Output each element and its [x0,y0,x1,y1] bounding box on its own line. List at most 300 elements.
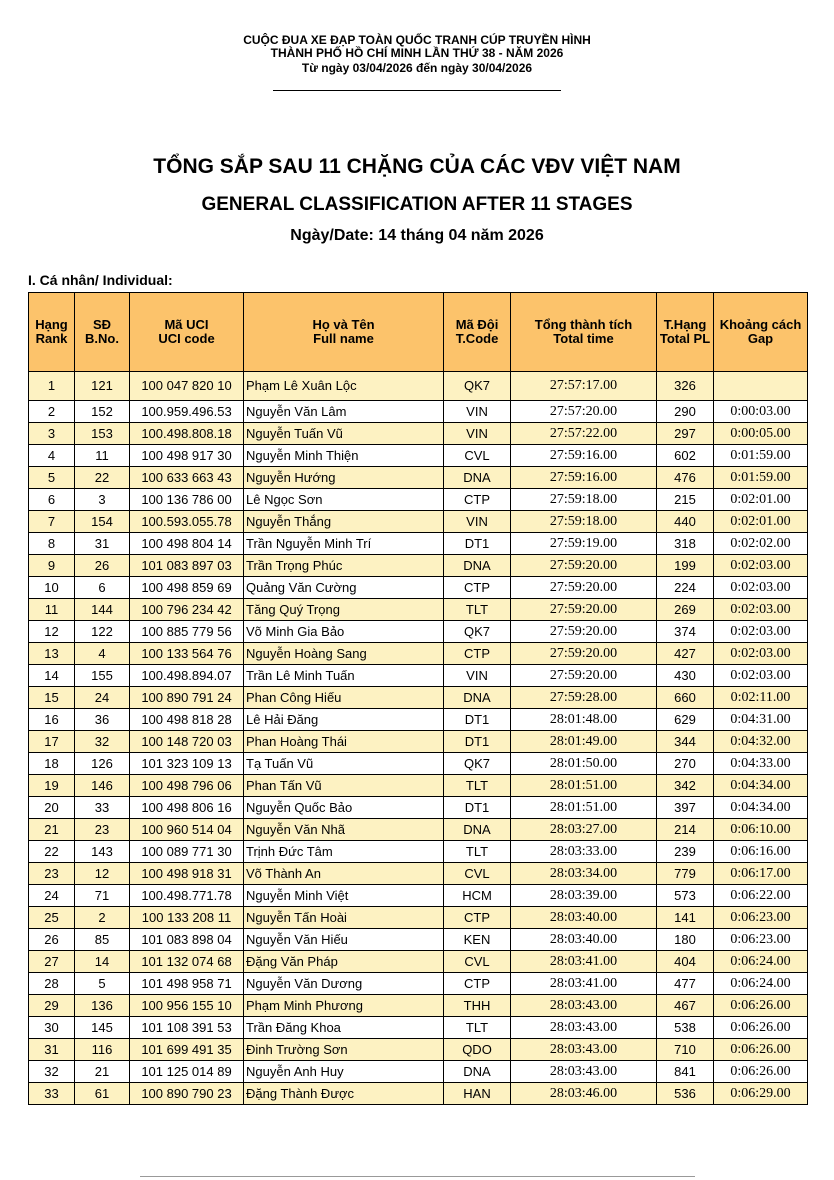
table-row [29,951,808,973]
bib-cell: 144 [75,599,130,621]
rank-cell: 12 [29,621,75,643]
bib-cell: 116 [75,1039,130,1061]
gap-cell: 0:02:03.00 [714,599,808,621]
rank-cell: 18 [29,753,75,775]
gap-cell: 0:04:34.00 [714,775,808,797]
uci-code-cell: 100 148 720 03 [130,731,244,753]
bib-cell: 5 [75,973,130,995]
rank-cell: 16 [29,709,75,731]
col-header-team-code: Mã Đội T.Code [444,293,511,372]
rider-name-cell: Tạ Tuấn Vũ [244,753,444,775]
bib-cell: 23 [75,819,130,841]
table-row [29,709,808,731]
rank-cell: 6 [29,489,75,511]
total-pl-cell: 374 [657,621,714,643]
col-header-rank: Hạng Rank [29,293,75,372]
table-row [29,841,808,863]
total-time-cell: 27:59:20.00 [511,665,657,687]
race-title-line-2: THÀNH PHỐ HỒ CHÍ MINH LẦN THỨ 38 - NĂM 2026 [270,46,564,60]
total-pl-cell: 290 [657,401,714,423]
bib-cell: 122 [75,621,130,643]
total-time-cell: 27:59:16.00 [511,445,657,467]
total-pl-cell: 467 [657,995,714,1017]
gap-cell: 0:06:17.00 [714,863,808,885]
rider-name-cell: Nguyễn Văn Lâm [244,401,444,423]
uci-code-cell: 100.498.894.07 [130,665,244,687]
team-code-cell: QK7 [444,753,511,775]
gap-cell [714,372,808,401]
total-time-cell: 28:03:39.00 [511,885,657,907]
total-pl-cell: 397 [657,797,714,819]
table-row [29,863,808,885]
table-row [29,907,808,929]
rider-name-cell: Nguyễn Thắng [244,511,444,533]
gap-cell: 0:01:59.00 [714,445,808,467]
total-time-cell: 27:59:19.00 [511,533,657,555]
uci-code-cell: 100.593.055.78 [130,511,244,533]
rider-name-cell: Nguyễn Tấn Hoài [244,907,444,929]
total-pl-cell: 269 [657,599,714,621]
total-time-cell: 28:01:50.00 [511,753,657,775]
total-pl-cell: 710 [657,1039,714,1061]
rider-name-cell: Đinh Trường Sơn [244,1039,444,1061]
total-pl-cell: 224 [657,577,714,599]
table-row [29,445,808,467]
uci-code-cell: 100 498 859 69 [130,577,244,599]
rider-name-cell: Lê Hải Đăng [244,709,444,731]
total-time-cell: 27:59:20.00 [511,621,657,643]
bib-cell: 26 [75,555,130,577]
total-time-cell: 28:03:43.00 [511,995,657,1017]
bib-cell: 33 [75,797,130,819]
team-code-cell: DNA [444,1061,511,1083]
bib-cell: 12 [75,863,130,885]
uci-code-cell: 101 125 014 89 [130,1061,244,1083]
rank-cell: 24 [29,885,75,907]
bib-cell: 154 [75,511,130,533]
rider-name-cell: Nguyễn Tuấn Vũ [244,423,444,445]
total-pl-cell: 199 [657,555,714,577]
rider-name-cell: Nguyễn Minh Việt [244,885,444,907]
table-row [29,555,808,577]
gap-cell: 0:06:26.00 [714,1017,808,1039]
rider-name-cell: Nguyễn Hướng [244,467,444,489]
total-pl-cell: 477 [657,973,714,995]
rider-name-cell: Trần Lê Minh Tuấn [244,665,444,687]
uci-code-cell: 100 956 155 10 [130,995,244,1017]
rider-name-cell: Lê Ngọc Sơn [244,489,444,511]
total-time-cell: 27:59:20.00 [511,555,657,577]
general-classification-table [28,292,808,1105]
team-code-cell: VIN [444,665,511,687]
team-code-cell: QK7 [444,621,511,643]
bib-cell: 2 [75,907,130,929]
rank-cell: 1 [29,372,75,401]
uci-code-cell: 101 699 491 35 [130,1039,244,1061]
total-time-cell: 28:01:51.00 [511,797,657,819]
rank-cell: 28 [29,973,75,995]
rider-name-cell: Nguyễn Văn Hiếu [244,929,444,951]
rank-cell: 25 [29,907,75,929]
uci-code-cell: 100 633 663 43 [130,467,244,489]
gap-cell: 0:02:11.00 [714,687,808,709]
table-row [29,467,808,489]
gap-cell: 0:02:01.00 [714,511,808,533]
total-pl-cell: 476 [657,467,714,489]
total-time-cell: 27:57:22.00 [511,423,657,445]
uci-code-cell: 100 133 564 76 [130,643,244,665]
team-code-cell: CVL [444,445,511,467]
rider-name-cell: Phan Tấn Vũ [244,775,444,797]
total-time-cell: 27:59:16.00 [511,467,657,489]
uci-code-cell: 100 133 208 11 [130,907,244,929]
gap-cell: 0:06:23.00 [714,929,808,951]
team-code-cell: HAN [444,1083,511,1105]
team-code-cell: CTP [444,643,511,665]
table-row [29,687,808,709]
total-time-cell: 28:03:43.00 [511,1039,657,1061]
section-label-individual: I. Cá nhân/ Individual: [28,272,173,288]
team-code-cell: CTP [444,577,511,599]
team-code-cell: KEN [444,929,511,951]
rank-cell: 29 [29,995,75,1017]
team-code-cell: DNA [444,819,511,841]
uci-code-cell: 100.959.496.53 [130,401,244,423]
uci-code-cell: 100 047 820 10 [130,372,244,401]
total-pl-cell: 180 [657,929,714,951]
col-header-uci-code: Mã UCI UCI code [130,293,244,372]
total-time-cell: 28:03:40.00 [511,907,657,929]
race-title-line-1: CUỘC ĐUA XE ĐẠP TOÀN QUỐC TRANH CÚP TRUYỀN HÌNH [243,33,591,47]
uci-code-cell: 100 498 806 16 [130,797,244,819]
classification-date: Ngày/Date: 14 tháng 04 năm 2026 [290,227,544,244]
table-row [29,643,808,665]
gap-cell: 0:06:23.00 [714,907,808,929]
total-pl-cell: 297 [657,423,714,445]
bib-cell: 143 [75,841,130,863]
total-pl-cell: 427 [657,643,714,665]
bib-cell: 155 [75,665,130,687]
total-time-cell: 28:03:27.00 [511,819,657,841]
uci-code-cell: 101 323 109 13 [130,753,244,775]
rider-name-cell: Tăng Quý Trọng [244,599,444,621]
uci-code-cell: 101 083 898 04 [130,929,244,951]
rider-name-cell: Phạm Minh Phương [244,995,444,1017]
total-time-cell: 28:03:33.00 [511,841,657,863]
gap-cell: 0:02:03.00 [714,577,808,599]
total-time-cell: 28:03:34.00 [511,863,657,885]
rank-cell: 9 [29,555,75,577]
gap-cell: 0:06:29.00 [714,1083,808,1105]
rank-cell: 33 [29,1083,75,1105]
rank-cell: 10 [29,577,75,599]
total-pl-cell: 440 [657,511,714,533]
uci-code-cell: 100.498.808.18 [130,423,244,445]
total-time-cell: 28:03:43.00 [511,1061,657,1083]
team-code-cell: VIN [444,511,511,533]
team-code-cell: QDO [444,1039,511,1061]
rank-cell: 2 [29,401,75,423]
team-code-cell: TLT [444,841,511,863]
total-pl-cell: 536 [657,1083,714,1105]
table-row [29,797,808,819]
team-code-cell: TLT [444,775,511,797]
table-row [29,665,808,687]
rank-cell: 30 [29,1017,75,1039]
team-code-cell: CTP [444,907,511,929]
total-time-cell: 28:03:43.00 [511,1017,657,1039]
bib-cell: 85 [75,929,130,951]
col-header-total-time: Tổng thành tích Total time [511,293,657,372]
total-time-cell: 27:59:20.00 [511,643,657,665]
rider-name-cell: Nguyễn Quốc Bảo [244,797,444,819]
rider-name-cell: Trần Nguyễn Minh Trí [244,533,444,555]
gap-cell: 0:02:03.00 [714,555,808,577]
page-title-en: GENERAL CLASSIFICATION AFTER 11 STAGES [201,194,633,215]
bib-cell: 6 [75,577,130,599]
table-row [29,401,808,423]
total-time-cell: 27:59:20.00 [511,599,657,621]
gap-cell: 0:04:34.00 [714,797,808,819]
total-time-cell: 28:01:49.00 [511,731,657,753]
gap-cell: 0:04:33.00 [714,753,808,775]
table-row [29,621,808,643]
rank-cell: 11 [29,599,75,621]
rank-cell: 20 [29,797,75,819]
total-time-cell: 27:57:20.00 [511,401,657,423]
bib-cell: 61 [75,1083,130,1105]
team-code-cell: DT1 [444,731,511,753]
table-row [29,372,808,401]
table-row [29,489,808,511]
rank-cell: 8 [29,533,75,555]
uci-code-cell: 100.498.771.78 [130,885,244,907]
team-code-cell: HCM [444,885,511,907]
gap-cell: 0:06:24.00 [714,951,808,973]
bib-cell: 146 [75,775,130,797]
bib-cell: 145 [75,1017,130,1039]
bib-cell: 4 [75,643,130,665]
gap-cell: 0:06:26.00 [714,995,808,1017]
table-row [29,1017,808,1039]
table-header-row [29,293,808,372]
col-header-total-pl: T.Hạng Total PL [657,293,714,372]
uci-code-cell: 100 796 234 42 [130,599,244,621]
table-row [29,731,808,753]
col-header-full-name: Họ và Tên Full name [244,293,444,372]
team-code-cell: CTP [444,973,511,995]
rider-name-cell: Trần Đăng Khoa [244,1017,444,1039]
team-code-cell: QK7 [444,372,511,401]
uci-code-cell: 100 498 796 06 [130,775,244,797]
total-time-cell: 27:59:20.00 [511,577,657,599]
rank-cell: 4 [29,445,75,467]
team-code-cell: DNA [444,555,511,577]
rider-name-cell: Nguyễn Văn Nhã [244,819,444,841]
total-pl-cell: 430 [657,665,714,687]
gap-cell: 0:06:16.00 [714,841,808,863]
team-code-cell: DT1 [444,533,511,555]
table-row [29,753,808,775]
total-time-cell: 28:03:41.00 [511,973,657,995]
gap-cell: 0:02:03.00 [714,665,808,687]
table-row [29,1039,808,1061]
total-time-cell: 28:03:46.00 [511,1083,657,1105]
total-pl-cell: 141 [657,907,714,929]
team-code-cell: TLT [444,1017,511,1039]
table-row [29,1061,808,1083]
col-header-bib: SĐ B.No. [75,293,130,372]
gap-cell: 0:00:05.00 [714,423,808,445]
bib-cell: 136 [75,995,130,1017]
table-row [29,995,808,1017]
page-title-vn: TỔNG SẮP SAU 11 CHẶNG CỦA CÁC VĐV VIỆT NAM [153,155,681,178]
uci-code-cell: 100 885 779 56 [130,621,244,643]
rank-cell: 7 [29,511,75,533]
total-pl-cell: 629 [657,709,714,731]
total-pl-cell: 841 [657,1061,714,1083]
total-pl-cell: 214 [657,819,714,841]
uci-code-cell: 100 890 790 23 [130,1083,244,1105]
table-row [29,973,808,995]
team-code-cell: VIN [444,401,511,423]
table-row [29,533,808,555]
gap-cell: 0:06:10.00 [714,819,808,841]
rank-cell: 19 [29,775,75,797]
total-time-cell: 27:59:18.00 [511,489,657,511]
team-code-cell: CVL [444,863,511,885]
rank-cell: 27 [29,951,75,973]
gap-cell: 0:02:02.00 [714,533,808,555]
uci-code-cell: 100 960 514 04 [130,819,244,841]
rider-name-cell: Phạm Lê Xuân Lộc [244,372,444,401]
bib-cell: 31 [75,533,130,555]
bib-cell: 152 [75,401,130,423]
table-row [29,577,808,599]
bib-cell: 126 [75,753,130,775]
uci-code-cell: 101 083 897 03 [130,555,244,577]
total-time-cell: 28:03:41.00 [511,951,657,973]
header-divider [273,90,561,91]
rider-name-cell: Võ Minh Gia Bảo [244,621,444,643]
gap-cell: 0:06:22.00 [714,885,808,907]
uci-code-cell: 101 498 958 71 [130,973,244,995]
uci-code-cell: 100 498 918 31 [130,863,244,885]
rank-cell: 14 [29,665,75,687]
total-pl-cell: 215 [657,489,714,511]
bib-cell: 14 [75,951,130,973]
bib-cell: 3 [75,489,130,511]
total-pl-cell: 404 [657,951,714,973]
footer-divider [140,1176,695,1177]
total-pl-cell: 660 [657,687,714,709]
total-pl-cell: 270 [657,753,714,775]
team-code-cell: VIN [444,423,511,445]
rider-name-cell: Nguyễn Anh Huy [244,1061,444,1083]
gap-cell: 0:01:59.00 [714,467,808,489]
bib-cell: 153 [75,423,130,445]
total-pl-cell: 538 [657,1017,714,1039]
table-row [29,423,808,445]
gap-cell: 0:02:03.00 [714,621,808,643]
team-code-cell: TLT [444,599,511,621]
rider-name-cell: Trần Trọng Phúc [244,555,444,577]
gap-cell: 0:06:26.00 [714,1061,808,1083]
total-pl-cell: 573 [657,885,714,907]
rider-name-cell: Trịnh Đức Tâm [244,841,444,863]
uci-code-cell: 100 089 771 30 [130,841,244,863]
total-time-cell: 27:57:17.00 [511,372,657,401]
bib-cell: 24 [75,687,130,709]
rider-name-cell: Nguyễn Minh Thiện [244,445,444,467]
team-code-cell: THH [444,995,511,1017]
gap-cell: 0:02:03.00 [714,643,808,665]
table-row [29,819,808,841]
table-row [29,929,808,951]
rank-cell: 17 [29,731,75,753]
rider-name-cell: Võ Thành An [244,863,444,885]
uci-code-cell: 100 498 818 28 [130,709,244,731]
table-row [29,775,808,797]
bib-cell: 121 [75,372,130,401]
rank-cell: 5 [29,467,75,489]
total-pl-cell: 239 [657,841,714,863]
total-pl-cell: 342 [657,775,714,797]
team-code-cell: CTP [444,489,511,511]
team-code-cell: DNA [444,687,511,709]
gap-cell: 0:06:26.00 [714,1039,808,1061]
rider-name-cell: Phan Hoàng Thái [244,731,444,753]
total-time-cell: 28:01:48.00 [511,709,657,731]
total-pl-cell: 602 [657,445,714,467]
total-pl-cell: 344 [657,731,714,753]
uci-code-cell: 101 132 074 68 [130,951,244,973]
rider-name-cell: Quảng Văn Cường [244,577,444,599]
table-row [29,511,808,533]
rider-name-cell: Nguyễn Hoàng Sang [244,643,444,665]
uci-code-cell: 100 136 786 00 [130,489,244,511]
total-time-cell: 27:59:18.00 [511,511,657,533]
table-row [29,599,808,621]
gap-cell: 0:06:24.00 [714,973,808,995]
total-pl-cell: 326 [657,372,714,401]
team-code-cell: DT1 [444,797,511,819]
team-code-cell: DT1 [444,709,511,731]
bib-cell: 21 [75,1061,130,1083]
total-pl-cell: 779 [657,863,714,885]
rider-name-cell: Đặng Thành Được [244,1083,444,1105]
bib-cell: 11 [75,445,130,467]
rank-cell: 31 [29,1039,75,1061]
total-time-cell: 27:59:28.00 [511,687,657,709]
bib-cell: 22 [75,467,130,489]
uci-code-cell: 101 108 391 53 [130,1017,244,1039]
gap-cell: 0:00:03.00 [714,401,808,423]
rank-cell: 22 [29,841,75,863]
total-time-cell: 28:03:40.00 [511,929,657,951]
rank-cell: 13 [29,643,75,665]
rider-name-cell: Đặng Văn Pháp [244,951,444,973]
bib-cell: 32 [75,731,130,753]
bib-cell: 36 [75,709,130,731]
rank-cell: 23 [29,863,75,885]
rider-name-cell: Nguyễn Văn Dương [244,973,444,995]
rank-cell: 21 [29,819,75,841]
uci-code-cell: 100 498 917 30 [130,445,244,467]
rider-name-cell: Phan Công Hiếu [244,687,444,709]
bib-cell: 71 [75,885,130,907]
rank-cell: 3 [29,423,75,445]
